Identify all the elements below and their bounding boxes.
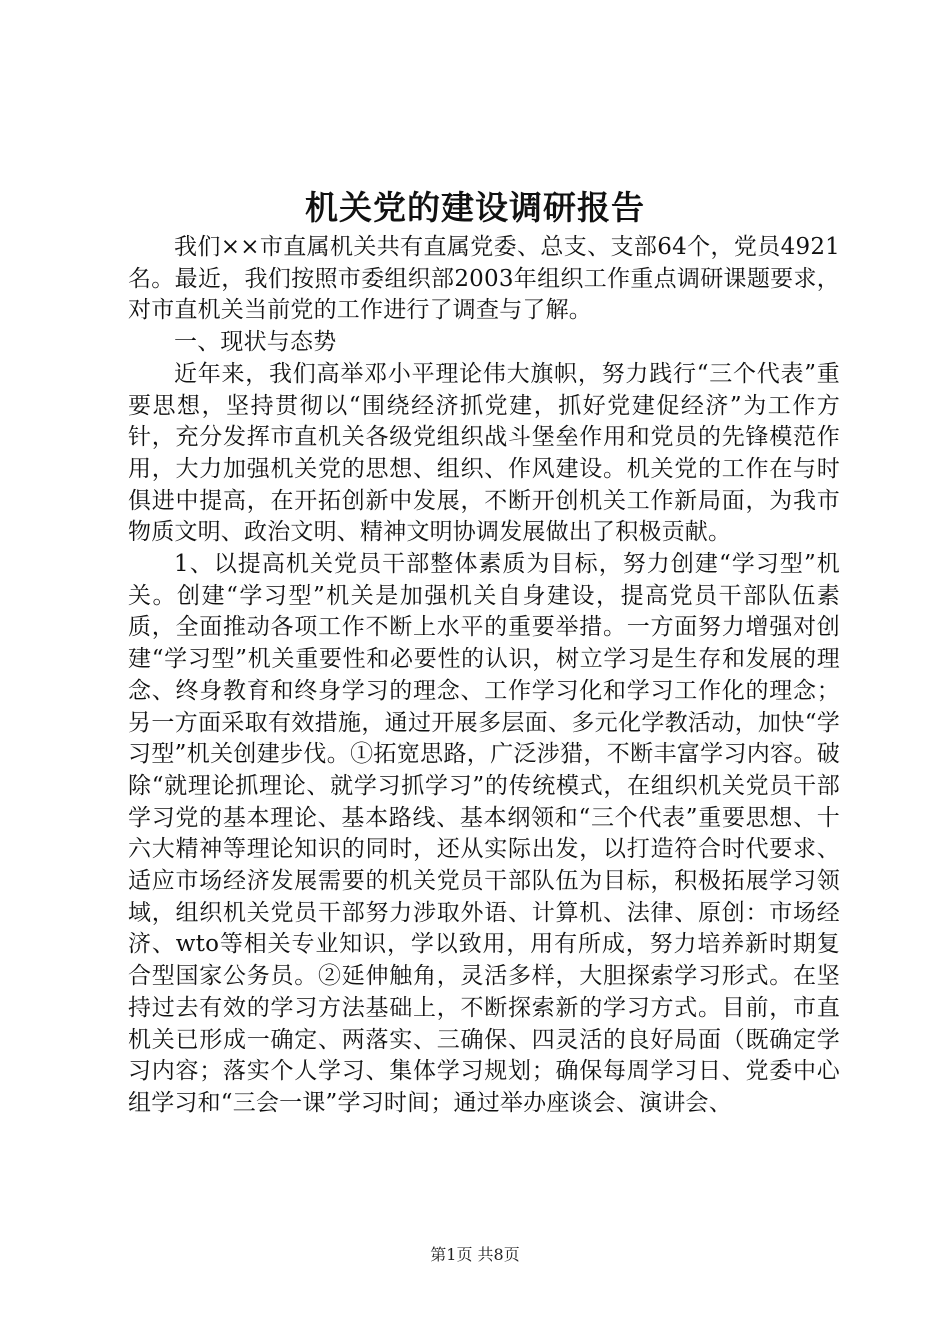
learning-paragraph: 1、以提高机关党员干部整体素质为目标，努力创建“学习型”机关。创建“学习型”机关是加强机关自身建设，提高党员干部队伍素质，全面推动各项工作不断上水平的重要举措。一方面努力增强对创建“学习型”机关重要性和必要性的认识，树立学习是生存和发展的理念、终身教育和终身学习的理念、工作学习化和学习工作化的理念；另一方面采取有效措施，通过开展多层面、多元化学教活动，加快“学习型”机关创建步伐。①拓宽思路，广泛涉猎，不断丰富学习内容。破除“就理论抓理论、就学习抓学习”的传统模式，在组织机关党员干部学习党的基本理论、基本路线、基本纲领和“三个代表”重要思想、十六大精神等理论知识的同时，还从实际出发，以打造符合时代要求、适应市场经济发展需要的机关党员干部队伍为目标，积极拓展学习领域，组织机关党员干部努力涉取外语、计算机、法律、原创：市场经济、wto等相关专业知识，学以致用，用有所成，努力培养新时期复合型国家公务员。②延伸触角，灵活多样，大胆探索学习形式。在坚持过去有效的学习方法基础上，不断探索新的学习方式。目前，市直机关已形成一确定、两落实、三确保、四灵活的良好局面（既确定学习内容；落实个人学习、集体学习规划；确保每周学习日、党委中心组学习和“三会一课”学习时间；通过举办座谈会、演讲会、 [128, 551, 840, 1116]
document-body [128, 232, 840, 1120]
section-heading: 一、现状与态势 [174, 329, 337, 356]
status-paragraph: 近年来，我们高举邓小平理论伟大旗帜，努力践行“三个代表”重要思想，坚持贯彻以“围绕经济抓党建，抓好党建促经济”为工作方针，充分发挥市直机关各级党组织战斗堡垒作用和党员的先锋模范作用，大力加强机关党的思想、组织、作风建设。机关党的工作在与时俱进中提高，在开拓创新中发展，不断开创机关工作新局面，为我市物质文明、政治文明、精神文明协调发展做出了积极贡献。 [128, 360, 840, 546]
page-footer: 第1页 共8页 [430, 1245, 520, 1264]
document-title: 机关党的建设调研报告 [305, 188, 645, 227]
intro-paragraph: 我们××市直属机关共有直属党委、总支、支部64个，党员4921名。最近，我们按照市委组织部2003年组织工作重点调研课题要求，对市直机关当前党的工作进行了调查与了解。 [128, 234, 840, 324]
